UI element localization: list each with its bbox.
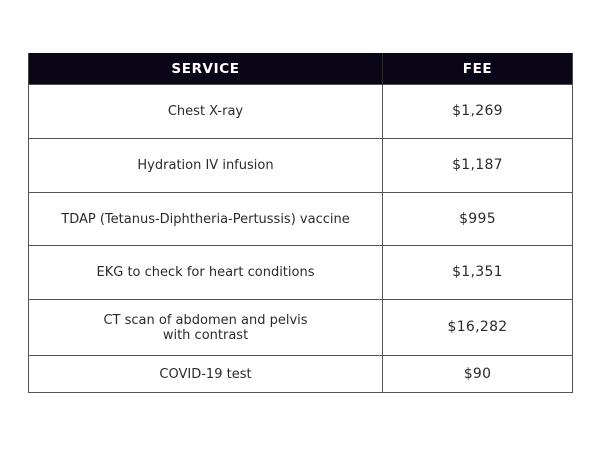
table-row [29, 246, 573, 300]
fee-cell: $90 [383, 356, 573, 393]
service-cell: Hydration IV infusion [29, 139, 383, 193]
table-row [29, 193, 573, 246]
service-cell-line-1: CT scan of abdomen and pelvis [103, 312, 308, 328]
column-header-service: SERVICE [29, 53, 383, 85]
table-header [29, 53, 573, 85]
table-row [29, 139, 573, 193]
fee-cell: $1,351 [383, 246, 573, 300]
header-row [29, 53, 573, 85]
service-cell: COVID-19 test [29, 356, 383, 393]
service-cell [29, 300, 383, 356]
service-cell-line-2: with contrast [162, 327, 249, 343]
table-row [29, 356, 573, 393]
fee-cell: $995 [383, 193, 573, 246]
fee-cell: $1,187 [383, 139, 573, 193]
fee-cell: $1,269 [383, 85, 573, 139]
table-row [29, 300, 573, 356]
fee-cell: $16,282 [383, 300, 573, 356]
table-body [29, 85, 573, 393]
service-cell: TDAP (Tetanus-Diphtheria-Pertussis) vaccine [29, 193, 383, 246]
service-fee-table [28, 53, 573, 393]
table-row [29, 85, 573, 139]
service-cell: Chest X-ray [29, 85, 383, 139]
column-header-fee: FEE [383, 53, 573, 85]
service-cell: EKG to check for heart conditions [29, 246, 383, 300]
